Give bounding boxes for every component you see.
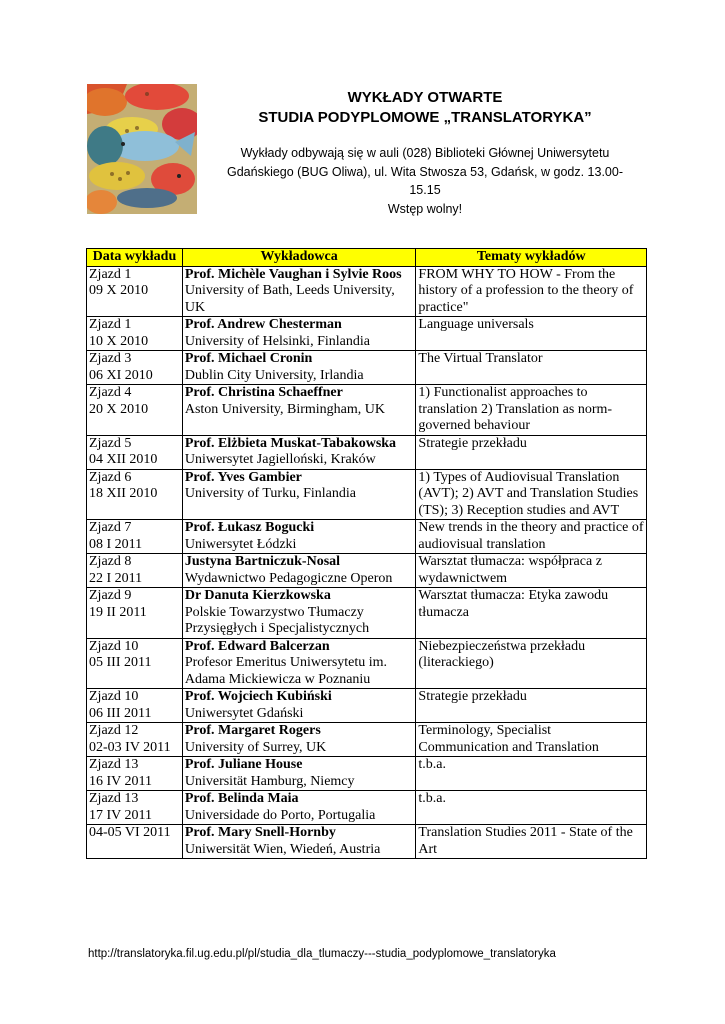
lecturer-name: Prof. Edward Balcerzan <box>184 638 330 654</box>
date-cell <box>87 266 183 317</box>
table-row <box>87 385 647 436</box>
lecturer-cell <box>182 723 416 757</box>
topic-cell <box>416 825 647 859</box>
session-label: Zjazd 1 <box>89 317 132 332</box>
session-label: Zjazd 13 <box>89 791 139 806</box>
table-row <box>87 469 647 520</box>
lecture-date: 02-03 IV 2011 <box>89 739 171 755</box>
lecture-date: 06 XI 2010 <box>89 367 153 383</box>
topic-cell <box>416 317 647 351</box>
table-row <box>87 588 647 639</box>
session-label: Zjazd 1 <box>89 266 132 282</box>
lecturer-name: Prof. Michèle Vaughan i Sylvie Roos <box>184 266 402 282</box>
topic-cell <box>416 266 647 317</box>
lecture-date: 05 III 2011 <box>89 655 152 670</box>
footer-url: http://translatoryka.fil.ug.edu.pl/pl/studia_dla_tlumaczy---studia_podyplomowe_translatoryka <box>88 948 556 960</box>
lecturer-name: Prof. Belinda Maia <box>184 791 299 806</box>
lecture-topic: Terminology, Specialist Communication and Translation <box>418 723 599 755</box>
lecturer-affiliation: Dublin City University, Irlandia <box>184 367 364 383</box>
lecture-topic: New trends in the theory and practice of audiovisual translation <box>418 520 644 552</box>
lecture-topic: Niebezpieczeństwa przekładu (literackiego) <box>418 638 586 670</box>
date-cell <box>87 435 183 469</box>
lecture-date: 16 IV 2011 <box>89 773 152 789</box>
lectures-table-body <box>87 266 647 859</box>
date-cell <box>87 317 183 351</box>
intro-line: Wstęp wolny! <box>387 201 463 216</box>
lecturer-affiliation: University of Helsinki, Finlandia <box>184 333 370 349</box>
lecturer-cell <box>182 266 416 317</box>
session-label: Zjazd 13 <box>89 757 139 772</box>
lecture-topic: 1) Functionalist approaches to translation 2) Translation as norm-governed behaviour <box>418 385 613 433</box>
column-header-topics: Tematy wykładów <box>416 249 647 267</box>
lecturer-name: Prof. Łukasz Bogucki <box>184 520 315 535</box>
session-label: Zjazd 4 <box>89 385 132 400</box>
lecturer-affiliation: University of Turku, Finlandia <box>184 486 356 501</box>
lecturer-name: Prof. Yves Gambier <box>184 469 302 485</box>
table-row <box>87 723 647 757</box>
topic-cell <box>416 469 647 520</box>
lecturer-name: Prof. Margaret Rogers <box>184 723 321 738</box>
date-cell <box>87 689 183 723</box>
lecture-topic: Warsztat tłumacza: współpraca z wydawnictwem <box>418 554 602 586</box>
lecturer-affiliation: Universidade do Porto, Portugalia <box>184 807 376 823</box>
table-row <box>87 435 647 469</box>
lecturer-affiliation: Polskie Towarzystwo Tłumaczy Przysięgłych i Specjalistycznych <box>184 604 370 636</box>
session-label: Zjazd 8 <box>89 554 132 569</box>
lecture-topic: The Virtual Translator <box>418 351 543 366</box>
lecturer-name: Prof. Andrew Chesterman <box>184 317 342 332</box>
lecturer-affiliation: University of Bath, Leeds University, UK <box>184 283 395 315</box>
lecturer-name: Prof. Michael Cronin <box>184 351 313 366</box>
topic-cell <box>416 435 647 469</box>
table-row <box>87 791 647 825</box>
lecture-topic: Warsztat tłumacza: Etyka zawodu tłumacza <box>418 588 609 620</box>
lecturer-name: Prof. Juliane House <box>184 757 303 772</box>
lecturer-name: Dr Danuta Kierzkowska <box>184 588 331 603</box>
session-label: Zjazd 7 <box>89 520 132 535</box>
lecturer-name: Prof. Wojciech Kubiński <box>184 689 332 704</box>
topic-cell <box>416 791 647 825</box>
lecturer-cell <box>182 638 416 689</box>
lecture-date: 20 X 2010 <box>89 401 149 417</box>
date-cell <box>87 791 183 825</box>
session-label: Zjazd 10 <box>89 638 139 654</box>
lecture-topic: Strategie przekładu <box>418 435 527 451</box>
lecture-date: 04 XII 2010 <box>89 452 158 467</box>
date-cell <box>87 588 183 639</box>
date-cell <box>87 351 183 385</box>
lecturer-name: Justyna Bartniczuk-Nosal <box>184 554 341 569</box>
date-cell <box>87 638 183 689</box>
date-cell <box>87 385 183 436</box>
table-row <box>87 689 647 723</box>
lecturer-cell <box>182 825 416 859</box>
lecturer-name: Prof. Elżbieta Muskat-Tabakowska <box>184 435 397 451</box>
lectures-table <box>86 248 647 859</box>
lecture-topic: Translation Studies 2011 - State of the Art <box>418 825 633 857</box>
lecture-date: 04-05 VI 2011 <box>89 825 171 840</box>
date-cell <box>87 469 183 520</box>
lecture-topic: Language universals <box>418 317 534 332</box>
table-row <box>87 554 647 588</box>
lecture-topic: t.b.a. <box>418 757 447 772</box>
session-label: Zjazd 12 <box>89 723 139 738</box>
lecture-date: 09 X 2010 <box>89 283 149 298</box>
intro-text <box>200 144 650 218</box>
topic-cell <box>416 351 647 385</box>
lecturer-affiliation: Uniwersität Wien, Wiedeń, Austria <box>184 841 381 857</box>
lecturer-affiliation: University of Surrey, UK <box>184 739 327 755</box>
table-header-row <box>87 249 647 267</box>
topic-cell <box>416 385 647 436</box>
lecturer-affiliation: Universität Hamburg, Niemcy <box>184 773 355 789</box>
column-header-lecturer: Wykładowca <box>182 249 416 267</box>
date-cell <box>87 520 183 554</box>
lecturer-cell <box>182 757 416 791</box>
date-cell <box>87 757 183 791</box>
lecturer-cell <box>182 385 416 436</box>
lecturer-cell <box>182 469 416 520</box>
lecture-date: 17 IV 2011 <box>89 807 152 823</box>
session-label: Zjazd 5 <box>89 435 132 451</box>
title-line-2: STUDIA PODYPLOMOWE „TRANSLATORYKA” <box>258 109 592 126</box>
title-line-1: WYKŁADY OTWARTE <box>347 89 503 106</box>
topic-cell <box>416 757 647 791</box>
date-cell <box>87 723 183 757</box>
lecture-topic: Strategie przekładu <box>418 689 527 704</box>
intro-line: 15.15 <box>409 183 441 197</box>
lecture-date: 10 X 2010 <box>89 333 149 349</box>
date-cell <box>87 554 183 588</box>
lecturer-affiliation: Uniwersytet Gdański <box>184 705 304 721</box>
session-label: Zjazd 6 <box>89 469 132 485</box>
lecturer-affiliation: Uniwersytet Jagielloński, Kraków <box>184 452 376 467</box>
lecturer-cell <box>182 689 416 723</box>
lecture-topic: 1) Types of Audiovisual Translation (AVT); 2) AVT and Translation Studies (TS); 3) Reception studies and AVT <box>418 469 639 518</box>
table-row <box>87 266 647 317</box>
lecturer-affiliation: Profesor Emeritus Uniwersytetu im. Adama Mickiewicza w Poznaniu <box>184 655 388 687</box>
lecturer-affiliation: Aston University, Birmingham, UK <box>184 401 385 417</box>
table-row <box>87 520 647 554</box>
lecturer-cell <box>182 317 416 351</box>
lecturer-name: Prof. Christina Schaeffner <box>184 385 343 400</box>
lecture-date: 08 I 2011 <box>89 536 143 552</box>
lecture-topic: t.b.a. <box>418 791 447 806</box>
session-label: Zjazd 9 <box>89 588 132 603</box>
table-row <box>87 825 647 859</box>
topic-cell <box>416 689 647 723</box>
date-cell <box>87 825 183 859</box>
lecturer-cell <box>182 791 416 825</box>
lecturer-cell <box>182 435 416 469</box>
topic-cell <box>416 723 647 757</box>
lecture-date: 19 II 2011 <box>89 604 147 620</box>
topic-cell <box>416 588 647 639</box>
topic-cell <box>416 520 647 554</box>
lecturer-cell <box>182 351 416 385</box>
lecturer-cell <box>182 588 416 639</box>
session-label: Zjazd 10 <box>89 689 139 704</box>
table-row <box>87 757 647 791</box>
lecturer-affiliation: Wydawnictwo Pedagogiczne Operon <box>184 570 393 586</box>
lecturer-name: Prof. Mary Snell-Hornby <box>184 825 336 840</box>
table-row <box>87 351 647 385</box>
lecture-date: 22 I 2011 <box>89 570 143 586</box>
intro-line: Gdańskiego (BUG Oliwa), ul. Wita Stwosza 53, Gdańsk, w godz. 13.00- <box>226 164 623 179</box>
table-row <box>87 317 647 351</box>
document-header <box>200 88 650 218</box>
topic-cell <box>416 638 647 689</box>
column-header-date: Data wykładu <box>87 249 183 267</box>
lecturer-cell <box>182 520 416 554</box>
lecture-topic: FROM WHY TO HOW - From the history of a profession to the theory of practice" <box>418 266 634 315</box>
lecturer-affiliation: Uniwersytet Łódzki <box>184 536 297 552</box>
lecture-date: 18 XII 2010 <box>89 486 158 501</box>
session-label: Zjazd 3 <box>89 351 132 366</box>
intro-line: Wykłady odbywają się w auli (028) Biblioteki Głównej Uniwersytetu <box>240 146 610 160</box>
topic-cell <box>416 554 647 588</box>
lecture-date: 06 III 2011 <box>89 705 152 721</box>
lecturer-cell <box>182 554 416 588</box>
table-row <box>87 638 647 689</box>
fish-painting-logo <box>87 84 197 214</box>
